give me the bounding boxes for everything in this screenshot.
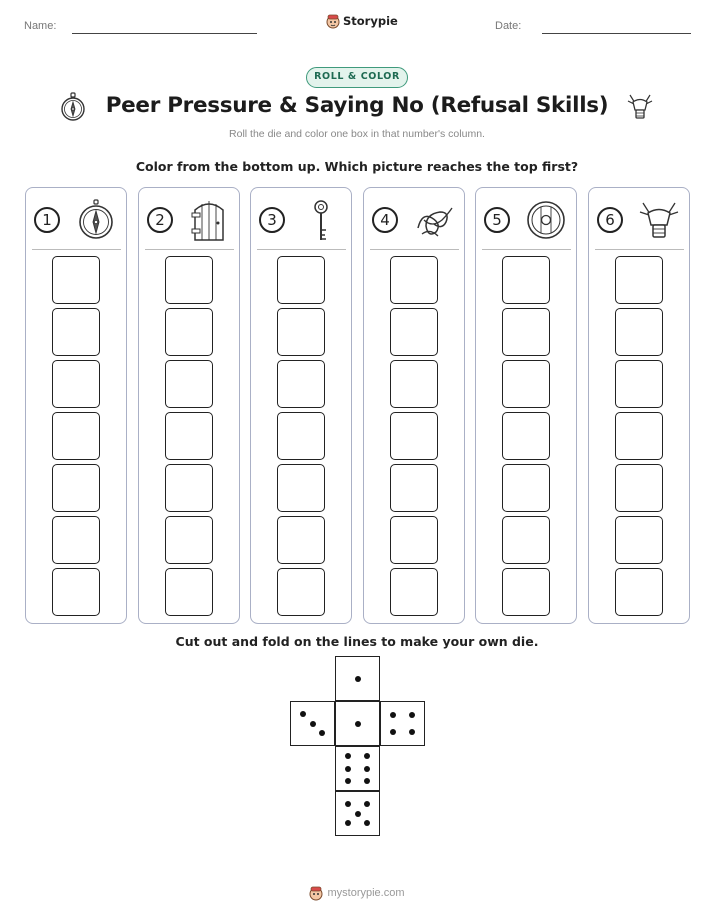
page-title: Peer Pressure & Saying No (Refusal Skills)	[105, 93, 609, 118]
color-box[interactable]	[502, 308, 550, 356]
die-face-3	[290, 701, 335, 746]
die-pip	[390, 712, 396, 718]
color-box[interactable]	[390, 308, 438, 356]
color-box[interactable]	[502, 464, 550, 512]
die-pip	[310, 721, 316, 727]
die-pip	[345, 778, 351, 784]
brand-name: Storypie	[343, 14, 398, 28]
round-shield-icon	[524, 198, 568, 242]
color-box[interactable]	[390, 256, 438, 304]
die-face-1	[335, 701, 380, 746]
column-number: 3	[259, 207, 285, 233]
footer	[0, 885, 714, 901]
color-box[interactable]	[390, 412, 438, 460]
color-box[interactable]	[165, 308, 213, 356]
die-pip	[364, 766, 370, 772]
color-box[interactable]	[165, 412, 213, 460]
die-pip	[409, 712, 415, 718]
column-6	[588, 187, 690, 624]
color-box[interactable]	[502, 412, 550, 460]
color-box[interactable]	[390, 360, 438, 408]
column-divider	[370, 249, 459, 250]
color-box[interactable]	[52, 360, 100, 408]
subtitle: Roll the die and color one box in that number's column.	[229, 128, 485, 140]
color-box[interactable]	[52, 464, 100, 512]
color-box[interactable]	[277, 516, 325, 564]
color-box[interactable]	[52, 412, 100, 460]
color-box[interactable]	[502, 516, 550, 564]
die-face-4	[380, 701, 425, 746]
column-header	[372, 198, 456, 246]
column-divider	[32, 249, 121, 250]
color-box[interactable]	[615, 568, 663, 616]
color-box[interactable]	[615, 412, 663, 460]
column-divider	[595, 249, 684, 250]
die-pip	[345, 753, 351, 759]
color-box[interactable]	[277, 308, 325, 356]
column-number: 5	[484, 207, 510, 233]
date-line[interactable]	[542, 33, 691, 34]
column-divider	[145, 249, 234, 250]
date-label: Date:	[495, 20, 522, 32]
color-box[interactable]	[277, 412, 325, 460]
column-divider	[482, 249, 571, 250]
die-pip	[355, 676, 361, 682]
die-pip	[355, 721, 361, 727]
column-header	[259, 198, 343, 246]
brand-logo	[326, 13, 398, 29]
color-box[interactable]	[277, 464, 325, 512]
die-pip	[364, 778, 370, 784]
lighthouse-lamp-icon	[637, 198, 681, 242]
color-box[interactable]	[615, 308, 663, 356]
color-box[interactable]	[165, 516, 213, 564]
column-2	[138, 187, 240, 624]
activity-badge: ROLL & COLOR	[306, 67, 408, 88]
color-box[interactable]	[52, 516, 100, 564]
instruction-top: Color from the bottom up. Which picture reaches the top first?	[135, 159, 579, 174]
color-box[interactable]	[165, 568, 213, 616]
instruction-bottom: Cut out and fold on the lines to make your own die.	[175, 634, 539, 649]
color-box[interactable]	[277, 360, 325, 408]
column-number: 1	[34, 207, 60, 233]
die-pip	[364, 801, 370, 807]
color-box[interactable]	[390, 516, 438, 564]
die-net	[290, 656, 426, 836]
color-box[interactable]	[390, 568, 438, 616]
color-box[interactable]	[277, 256, 325, 304]
color-box[interactable]	[165, 256, 213, 304]
tangled-knot-icon	[412, 198, 456, 242]
die-pip	[364, 753, 370, 759]
column-header	[597, 198, 681, 246]
column-number: 2	[147, 207, 173, 233]
footer-url[interactable]: mystorypie.com	[327, 887, 405, 899]
column-divider	[257, 249, 346, 250]
color-box[interactable]	[615, 464, 663, 512]
die-pip	[345, 801, 351, 807]
column-number: 4	[372, 207, 398, 233]
column-header	[484, 198, 568, 246]
storypie-mascot-icon	[326, 13, 340, 29]
column-4	[363, 187, 465, 624]
die-pip	[345, 820, 351, 826]
storypie-mascot-icon	[309, 885, 323, 901]
color-box[interactable]	[615, 360, 663, 408]
color-box[interactable]	[165, 464, 213, 512]
color-box[interactable]	[52, 308, 100, 356]
color-box[interactable]	[615, 256, 663, 304]
color-box[interactable]	[52, 256, 100, 304]
column-1	[25, 187, 127, 624]
color-box[interactable]	[165, 360, 213, 408]
die-pip	[390, 729, 396, 735]
die-pip	[409, 729, 415, 735]
die-pip	[319, 730, 325, 736]
color-box[interactable]	[502, 568, 550, 616]
column-number: 6	[597, 207, 623, 233]
key-icon	[299, 198, 343, 242]
color-box[interactable]	[502, 360, 550, 408]
color-box[interactable]	[502, 256, 550, 304]
color-box[interactable]	[390, 464, 438, 512]
column-header	[147, 198, 231, 246]
die-pip	[300, 711, 306, 717]
die-pip	[345, 766, 351, 772]
column-3	[250, 187, 352, 624]
color-box[interactable]	[277, 568, 325, 616]
die-face-6	[335, 746, 380, 791]
die-pip	[355, 811, 361, 817]
name-label: Name:	[24, 20, 57, 32]
die-face-1	[335, 656, 380, 701]
color-box[interactable]	[615, 516, 663, 564]
wooden-door-icon	[187, 198, 231, 242]
column-5	[475, 187, 577, 624]
color-box[interactable]	[52, 568, 100, 616]
die-face-5	[335, 791, 380, 836]
lighthouse-lamp-icon	[625, 91, 655, 123]
die-pip	[364, 820, 370, 826]
name-line[interactable]	[72, 33, 257, 34]
column-header	[34, 198, 118, 246]
compass-icon	[74, 198, 118, 242]
